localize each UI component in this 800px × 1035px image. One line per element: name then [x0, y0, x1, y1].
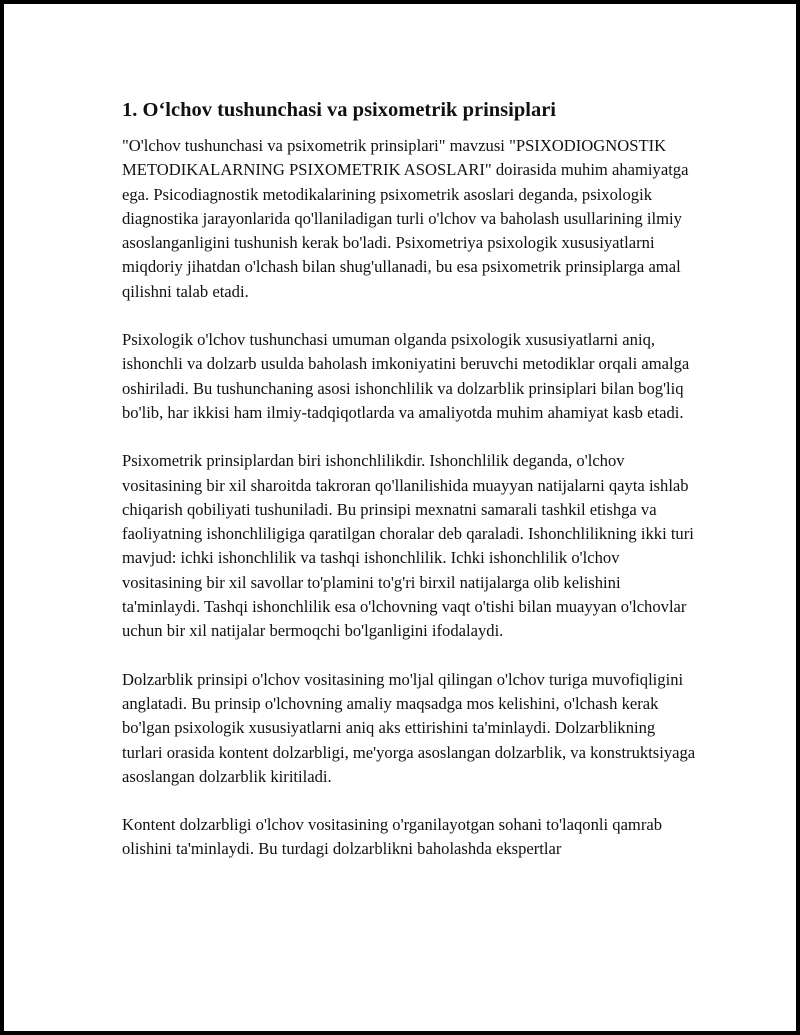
paragraph-content-validity: Kontent dolzarbligi o'lchov vositasining o'rganilayotgan sohani to'laqonli qamrab olishini ta'minlaydi. Bu turdagi dolzarblikni baholashda ekspertlar	[122, 815, 663, 859]
paragraph-reliability: Psixometrik prinsiplardan biri ishonchlilikdir. Ishonchlilik deganda, o'lchov vositasining bir xil sharoitda takroran qo'llanilishida muayyan natijalarni qayta ishlab chiqarish qobiliyati tushuniladi. Bu prinsipi mexnatni samarali tashkil etishga va faoliyatning ishonchliligiga qaratilgan choralar deb qaraladi. Ishonchlilikning ikki turi mavjud: ichki ishonchlilik va tashqi ishonchlilik. Ichki ishonchlilik o'lchov vositasining bir xil savollar to'plamini to'g'ri birxil natijalarga olib kelishini ta'minlaydi. Tashqi ishonchlilik esa o'lchovning vaqt o'tishi bilan muayyan o'lchovlar uchun bir xil natijalar bermoqchi bo'lganligini ifodalaydi.	[122, 451, 694, 641]
paragraph-intro: "O'lchov tushunchasi va psixometrik prinsiplari" mavzusi "PSIXODIOGNOSTIK METODIKALARNING PSIXOMETRIK ASOSLARI" doirasida muhim ahamiyatga ega. Psicodiagnostik metodikalarining psixometrik asoslari deganda, psixologik diagnostika jarayonlarida qo'llaniladigan turli o'lchov va baholash usullarining ilmiy asoslanganligini tushunish kerak bo'ladi. Psixometriya psixologik xususiyatlarni miqdoriy jihatdan o'lchash bilan shug'ullanadi, bu esa psixometrik prinsiplarga amal qilishni talab etadi.	[122, 136, 689, 301]
section-heading: 1. O‘lchov tushunchasi va psixometrik prinsiplari	[122, 99, 556, 121]
paragraph-measurement-concept: Psixologik o'lchov tushunchasi umuman olganda psixologik xususiyatlarni aniq, ishonchli va dolzarb usulda baholash imkoniyatini beruvchi metodiklar orqali amalga oshiriladi. Bu tushunchaning asosi ishonchlilik va dolzarblik prinsiplari bilan bog'liq bo'lib, har ikkisi ham ilmiy-tadqiqotlarda va amaliyotda muhim ahamiyat kasb etadi.	[122, 330, 690, 422]
paragraph-validity: Dolzarblik prinsipi o'lchov vositasining mo'ljal qilingan o'lchov turiga muvofiqligini anglatadi. Bu prinsip o'lchovning amaliy maqsadga mos kelishini, o'lchash kerak bo'lgan psixologik xususiyatlarni aniq aks ettirishini ta'minlaydi. Dolzarblikning turlari orasida kontent dolzarbligi, me'yorga asoslangan dolzarblik, va konstruktsiyaga asoslangan dolzarblik kiritiladi.	[122, 669, 696, 786]
document-body	[122, 96, 697, 862]
